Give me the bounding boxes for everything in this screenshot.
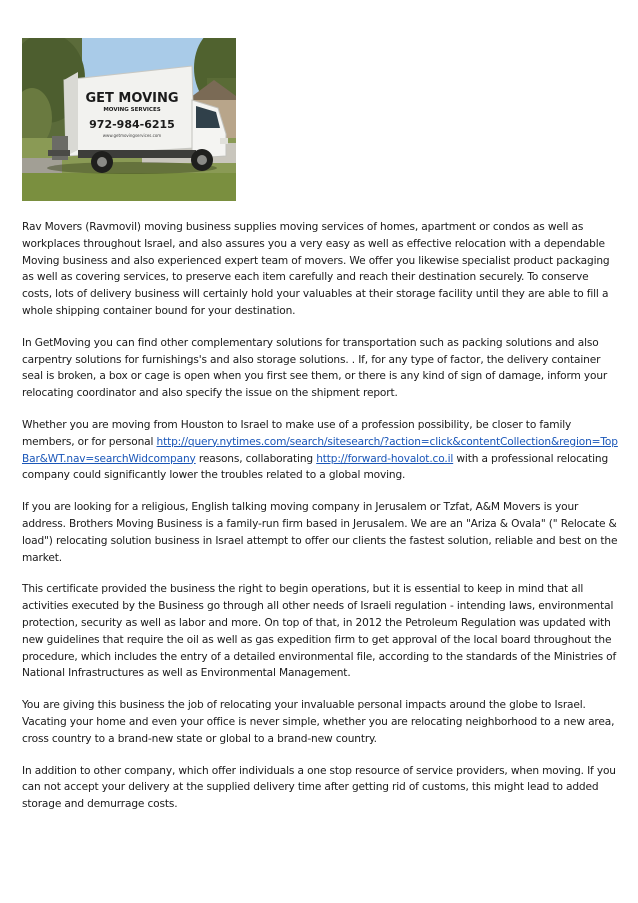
article-body xyxy=(22,219,618,828)
paragraph-7: In addition to other company, which offer individuals a one stop resource of service providers, when moving. If you can not accept your delivery at the supplied delivery time after getting rid of customs, this might lead to added storage and demurrage costs. xyxy=(22,764,616,811)
truck-sign-website: www.getmovingservices.com xyxy=(102,133,162,138)
truck-sign-phone: 972-984-6215 xyxy=(89,118,175,131)
truck-sign-subtitle: MOVING SERVICES xyxy=(103,107,161,113)
paragraph-2: In GetMoving you can find other complementary solutions for transportation such as packing solutions and also carpentry solutions for furnishings's and also storage solutions. . If, for any type of factor, the delivery container seal is broken, a box or cage is open when you first see them, or there is any kind of sign of damage, inform your relocating coordinator and also specify the issue on the shipment report. xyxy=(22,336,608,400)
paragraph-3-middle: reasons, collaborating xyxy=(195,452,317,465)
paragraph-3-intro: Whether you are moving from Houston to Israel to make use of a profession possibility, be closer to family members, or for personal xyxy=(22,418,572,448)
paragraph-3 xyxy=(22,417,618,484)
paragraph-4: If you are looking for a religious, English talking moving company in Jerusalem or Tzfat, A&M Movers is your address. Brothers Moving Business is a family-run firm based in Jerusalem. We are an "Ariza & Ovala" (" Relocate & load") relocating solution business in Israel attempt to offer our clients the fastest solution, reliable and best on the market. xyxy=(22,501,618,564)
nytimes-search-link[interactable]: http://query.nytimes.com/search/sitesearch/?action=click&contentCollection&region=TopBar&WT.nav=searchWidcompany xyxy=(22,435,618,465)
truck-sign-brand: GET MOVING xyxy=(85,91,179,106)
paragraph-6: You are giving this business the job of relocating your invaluable personal impacts around the globe to Israel. Vacating your home and even your office is never simple, whether you are relocating neighborhood to a new area, cross country to a brand-new state or global to a brand-new country. xyxy=(22,699,615,745)
paragraph-1: Rav Movers (Ravmovil) moving business supplies moving services of homes, apartment or condos as well as workplaces throughout Israel, and also assures you a very easy as well as effective relocation with a dependable Moving business and also experienced expert team of movers. We offer you likewise specialist product packaging as well as covering services, to preserve each item carefully and reach their destination securely. To conserve costs, lots of delivery business will certainly hold your valuables at their storage facility until they are able to fill a whole shipping container bound for your destination. xyxy=(22,221,610,317)
moving-truck-photo xyxy=(22,38,236,201)
forward-hovalot-link[interactable]: http://forward-hovalot.co.il xyxy=(316,452,454,465)
paragraph-5: This certificate provided the business the right to begin operations, but it is essential to keep in mind that all activities executed by the Business go through all other needs of Israeli regulation - intending laws, environmental protection, security as well as labor and more. On top of that, in 2012 the Petroleum Regulation was updated with new guidelines that require the oil as well as gas expedition firm to get approval of the local board throughout the procedure, which includes the entry of a detailed environmental file, according to the standards of the Ministries of National Infrastructures as well as Environmental Management. xyxy=(22,583,617,680)
paragraph-3-end: with a professional relocating company could significantly lower the troubles related to a global moving. xyxy=(22,452,609,482)
